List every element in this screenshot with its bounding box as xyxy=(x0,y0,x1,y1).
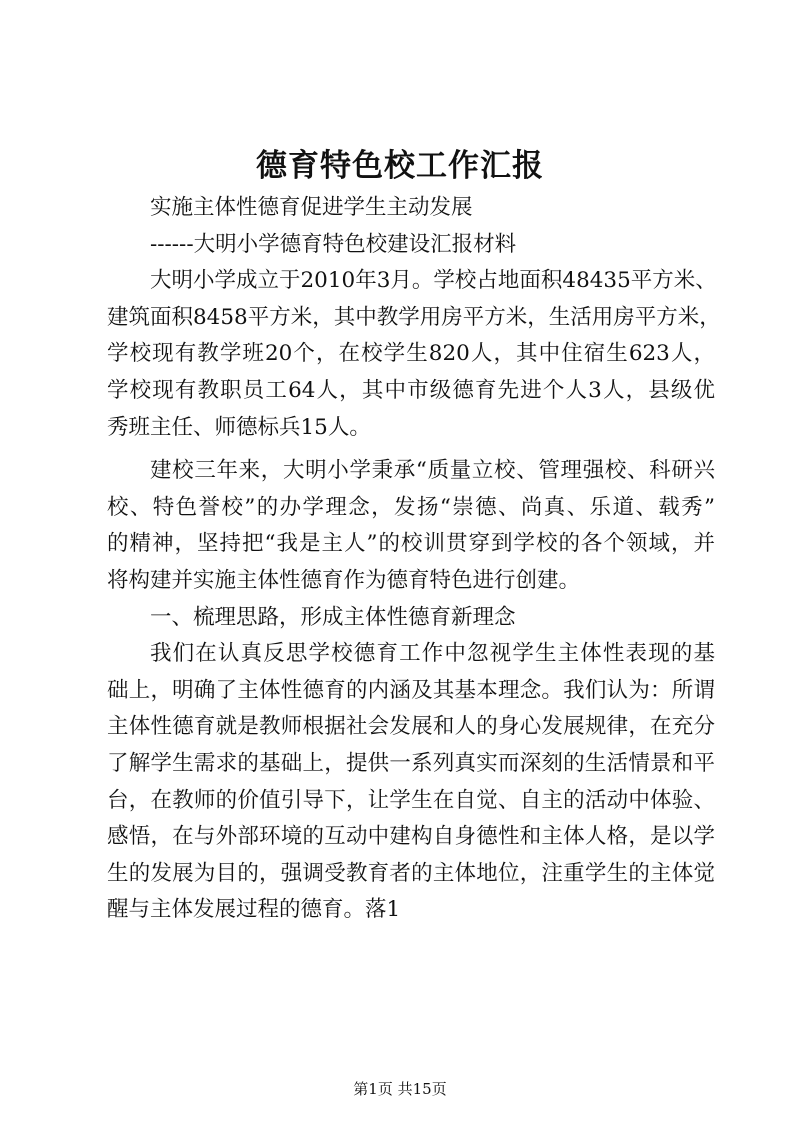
paragraph-concept xyxy=(107,636,715,929)
text-line: 础上，明确了主体性德育的内涵及其基本理念。我们认为：所谓 xyxy=(107,677,715,703)
text-line: 学校现有教学班20个，在校学生820人，其中住宿生623人， xyxy=(107,341,715,367)
text-line: 建筑面积8458平方米，其中教学用房平方米，生活用房平方米， xyxy=(107,304,721,330)
text-line: 台，在教师的价值引导下，让学生在自觉、自主的活动中体验、 xyxy=(107,787,715,813)
subtitle: 实施主体性德育促进学生主动发展 xyxy=(150,195,473,220)
text-line: 感悟，在与外部环境的互动中建构自身德性和主体人格，是以学 xyxy=(107,824,715,850)
text-line: 醒与主体发展过程的德育。落1 xyxy=(107,897,401,923)
page-title: 德育特色校工作汇报 xyxy=(256,148,544,184)
page-number-footer: 第1页 共15页 xyxy=(353,1080,447,1098)
paragraph-philosophy xyxy=(107,453,715,599)
text-line: 将构建并实施主体性德育作为德育特色进行创建。 xyxy=(107,567,581,593)
text-line: 的精神，坚持把“我是主人”的校训贯穿到学校的各个领域，并 xyxy=(107,531,715,557)
text-line: 生的发展为目的，强调受教育者的主体地位，注重学生的主体觉 xyxy=(107,860,715,886)
text-line: 主体性德育就是教师根据社会发展和人的身心发展规律，在充分 xyxy=(107,714,715,740)
paragraph-intro xyxy=(107,263,721,446)
text-line: 了解学生需求的基础上，提供一系列真实而深刻的生活情景和平 xyxy=(107,750,715,776)
text-line: 校、特色誉校”的办学理念，发扬“崇德、尚真、乐道、载秀” xyxy=(107,494,715,520)
document-body xyxy=(107,190,721,929)
text-line: 建校三年来，大明小学秉承“质量立校、管理强校、科研兴 xyxy=(150,458,715,484)
section-heading: 一、梳理思路，形成主体性德育新理念 xyxy=(150,604,516,630)
text-line: 我们在认真反思学校德育工作中忽视学生主体性表现的基 xyxy=(150,641,715,667)
text-line: 秀班主任、师德标兵15人。 xyxy=(107,414,371,440)
text-line: 大明小学成立于2010年3月。学校占地面积48435平方米、 xyxy=(150,268,717,294)
byline: ------大明小学德育特色校建设汇报材料 xyxy=(150,231,517,257)
text-line: 学校现有教职员工64人，其中市级德育先进个人3人，县级优 xyxy=(107,377,715,403)
